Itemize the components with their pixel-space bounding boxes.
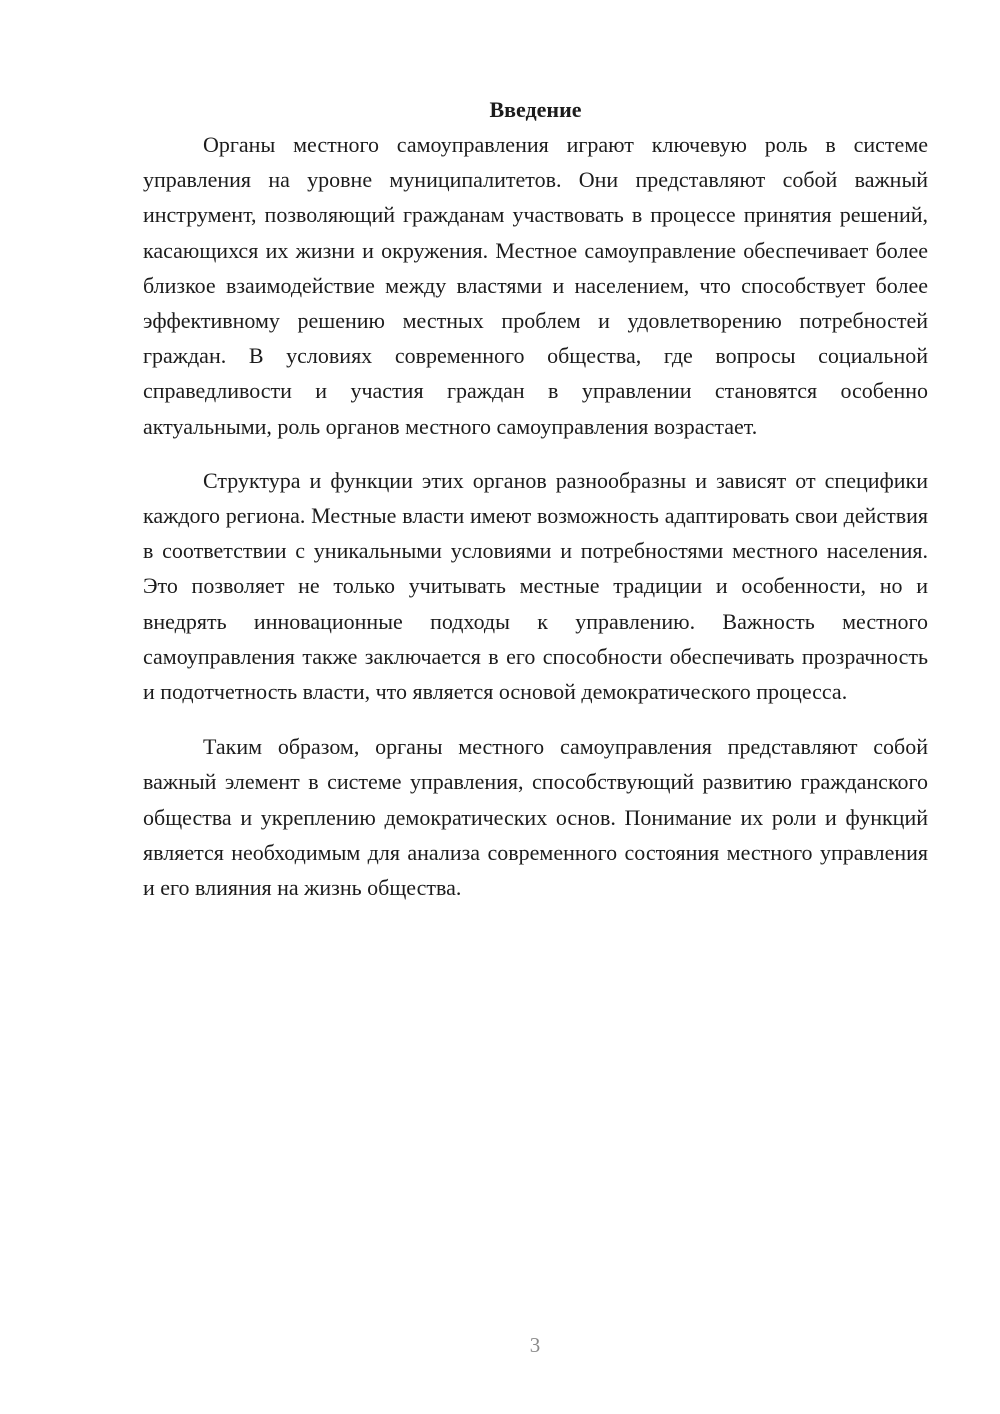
paragraph: Структура и функции этих органов разнообразны и зависят от специфики каждого региона. Местные власти имеют возможность адаптировать свои действия в соответствии с уникальными условиями и потребностями местного населения. Это позволяет не только учитывать местные традиции и особенности, но и внедрять инновационные подходы к управлению. Важность местного самоуправления также заключается в его способности обеспечивать прозрачность и подотчетность власти, что является основой демократического процесса. xyxy=(143,467,928,705)
paragraph: Органы местного самоуправления играют ключевую роль в системе управления на уровне муниципалитетов. Они представляют собой важный инструмент, позволяющий гражданам участвовать в процессе принятия решений, касающихся их жизни и окружения. Местное самоуправление обеспечивает более близкое взаимодействие между властями и населением, что способствует более эффективному решению местных проблем и удовлетворению потребностей граждан. В условиях современного общества, где вопросы социальной справедливости и участия граждан в управлении становятся особенно актуальными, роль органов местного самоуправления возрастает. xyxy=(143,132,928,439)
page-content xyxy=(143,92,928,905)
paragraph: Таким образом, органы местного самоуправления представляют собой важный элемент в системе управления, способствующий развитию гражданского общества и укреплению демократических основ. Понимание их роли и функций является необходимым для анализа современного состояния местного управления и его влияния на жизнь общества. xyxy=(143,734,928,901)
section-title: Введение xyxy=(489,97,582,122)
page-number: 3 xyxy=(529,1333,541,1357)
